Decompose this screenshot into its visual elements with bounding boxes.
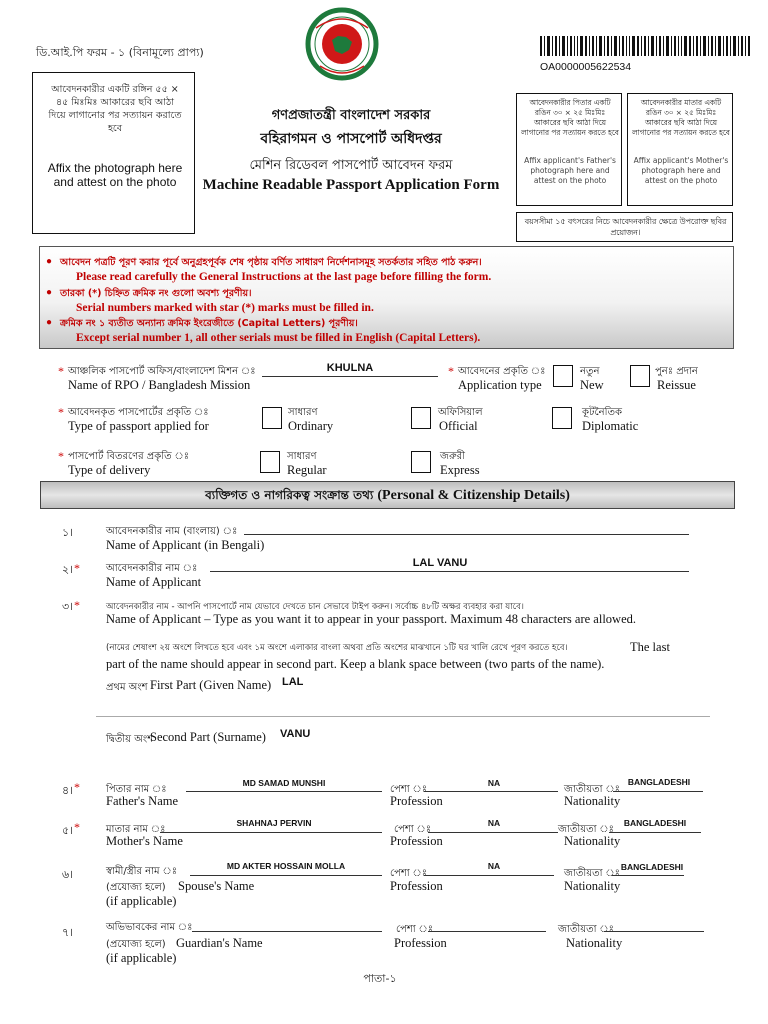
required-star: * xyxy=(74,820,80,834)
checkbox-ordinary[interactable] xyxy=(262,407,282,429)
diplomatic-label-bn: কূটনৈতিক xyxy=(582,407,622,418)
q7-nationality-line xyxy=(604,931,704,932)
diplomatic-label-en: Diplomatic xyxy=(582,419,639,433)
under15-note-box xyxy=(516,212,733,242)
q4-label-en: Father's Name xyxy=(106,794,179,808)
q2-label-en: Name of Applicant xyxy=(106,575,202,589)
q6-label-en-note: (if applicable) xyxy=(106,894,177,908)
father-photo-box[interactable] xyxy=(516,93,622,206)
mother-name-input[interactable]: SHAHNAJ PERVIN xyxy=(236,818,312,828)
express-label-en: Express xyxy=(440,463,480,477)
q7-profession-label-bn: পেশা ঃ xyxy=(396,924,434,935)
required-star: * xyxy=(58,364,64,378)
delivery-label-en: Type of delivery xyxy=(68,463,151,477)
required-star: * xyxy=(448,364,454,378)
rpo-input-line xyxy=(262,376,438,377)
q5-profession-label-en: Profession xyxy=(390,834,443,848)
q3-note-en2: part of the name should appear in second part. Keep a blank space between (two parts of the name). xyxy=(106,657,605,671)
required-star: * xyxy=(74,780,80,794)
q7-profession-label-en: Profession xyxy=(394,936,447,950)
q1-input-line xyxy=(244,534,689,535)
q4-nationality-line xyxy=(613,791,703,792)
checkbox-reissue[interactable] xyxy=(630,365,650,387)
applicant-photo-text-en: Affix the photograph here and attest on the photo xyxy=(47,161,183,189)
spouse-profession-input[interactable]: NA xyxy=(487,861,501,871)
instruction-3-en: Except serial number 1, all other serials must be filled in English (Capital Letters). xyxy=(76,332,481,344)
section-title-bn: ব্যক্তিগত ও নাগরিকত্ব সংক্রান্ত তথ্য xyxy=(205,488,374,502)
required-star: * xyxy=(74,598,80,612)
required-star: * xyxy=(74,561,80,575)
delivery-label-bn: পাসপোর্ট বিতরণের প্রকৃতি ঃ xyxy=(68,451,190,462)
section-title-en: (Personal & Citizenship Details) xyxy=(377,488,570,503)
q6-input-line xyxy=(190,875,382,876)
q2-label-bn: আবেদনকারীর নাম ঃ xyxy=(106,563,198,574)
q3-label-en: Name of Applicant – Type as you want it to appear in your passport. Maximum 48 characters are allowed. xyxy=(106,612,636,626)
q4-profession-label-en: Profession xyxy=(390,794,443,808)
q6-label-bn-note: (প্রযোজ্য হলে) xyxy=(106,882,166,893)
barcode-icon xyxy=(540,36,750,56)
q7-label-en: Guardian's Name xyxy=(176,936,263,950)
q7-number: ৭। xyxy=(62,926,74,939)
q7-label-bn-note: (প্রযোজ্য হলে) xyxy=(106,939,166,950)
q6-profession-label-bn: পেশা ঃ xyxy=(390,868,428,879)
barcode xyxy=(540,36,750,56)
first-part-input[interactable]: LAL xyxy=(282,676,304,688)
reissue-label-en: Reissue xyxy=(657,378,696,392)
q4-profession-line xyxy=(424,791,558,792)
instruction-2-en: Serial numbers marked with star (*) marks must be filled in. xyxy=(76,302,374,314)
q4-number: ৪। xyxy=(62,784,74,797)
q6-nationality-line xyxy=(612,875,684,876)
first-part-label-en: First Part (Given Name) xyxy=(150,678,272,692)
ordinary-label-en: Ordinary xyxy=(288,419,334,433)
q4-input-line xyxy=(186,791,382,792)
q3-note-en1: The last xyxy=(630,640,670,654)
mother-photo-text-en: Affix applicant's Mother's photograph here and attest on the photo xyxy=(633,156,729,185)
bullet-icon: ● xyxy=(46,287,53,298)
mother-photo-text-bn: আবেদনকারীর মাতার একটি রঙিন ৩০ × ২৫ মিঃমিঃ আকারের ছবি আঠা দিয়ে লাগানোর পর সত্যায়ন করতে হবে xyxy=(632,98,730,137)
father-photo-text-en: Affix applicant's Father's photograph here and attest on the photo xyxy=(524,156,616,185)
q5-nationality-label-en: Nationality xyxy=(564,834,621,848)
q5-nationality-line xyxy=(609,832,701,833)
checkbox-regular[interactable] xyxy=(260,451,280,473)
official-label-bn: অফিসিয়াল xyxy=(438,407,483,418)
checkbox-diplomatic[interactable] xyxy=(552,407,572,429)
q2-number: ২। xyxy=(62,563,74,576)
q7-nationality-label-bn: জাতীয়তা ঃ xyxy=(558,924,614,935)
q4-nationality-label-bn: জাতীয়তা ঃ xyxy=(564,784,620,795)
checkbox-express[interactable] xyxy=(411,451,431,473)
rpo-input[interactable]: KHULNA xyxy=(326,362,374,374)
application-type-label-en: Application type xyxy=(458,378,542,392)
father-nationality-input[interactable]: BANGLADESHI xyxy=(627,777,691,787)
department-name: বহিরাগমন ও পাসপোর্ট অধিদপ্তর xyxy=(260,131,442,147)
q5-input-line xyxy=(160,832,382,833)
q5-number: ৫। xyxy=(62,824,74,837)
regular-label-en: Regular xyxy=(287,463,327,477)
bullet-icon: ● xyxy=(46,317,53,328)
instruction-1-en: Please read carefully the General Instructions at the last page before filling the form. xyxy=(76,271,492,283)
required-star: * xyxy=(58,449,64,463)
q6-label-bn: স্বামী/স্ত্রীর নাম ঃ xyxy=(106,866,178,877)
q4-label-bn: পিতার নাম ঃ xyxy=(106,784,167,795)
q6-nationality-label-bn: জাতীয়তা ঃ xyxy=(564,868,620,879)
new-label-bn: নতুন xyxy=(580,366,600,377)
q7-nationality-label-en: Nationality xyxy=(566,936,623,950)
father-name-input[interactable]: MD SAMAD MUNSHI xyxy=(242,778,326,788)
spouse-nationality-input[interactable]: BANGLADESHI xyxy=(620,862,684,872)
applicant-photo-box[interactable] xyxy=(32,72,195,234)
father-profession-input[interactable]: NA xyxy=(487,778,501,788)
bullet-icon: ● xyxy=(46,256,53,267)
second-part-label-bn: দ্বিতীয় অংশ xyxy=(106,734,154,745)
bangladesh-seal-icon xyxy=(302,6,382,84)
applicant-photo-text-bn: আবেদনকারীর একটি রঙ্গিন ৫৫ × ৪৫ মিঃমিঃ আকারের ছবি আঠা দিয়ে লাগানোর পর সত্যায়ন করাতে হবে xyxy=(48,84,182,134)
q4-nationality-label-en: Nationality xyxy=(564,794,621,808)
second-part-label-en: Second Part (Surname) xyxy=(150,730,266,744)
express-label-bn: জরুরী xyxy=(440,451,465,462)
q5-profession-label-bn: পেশা ঃ xyxy=(394,824,432,835)
instructions-box xyxy=(39,246,734,349)
q3-label-bn: আবেদনকারীর নাম - আপনি পাসপোর্টে নাম যেভাবে দেখতে চান সেভাবে টাইপ করুন। সর্বোচ্চ ৪৮টি অক্ষর ব্যবহার করা যাবে। xyxy=(106,602,524,612)
instruction-3-bn: ক্রমিক নং ১ ব্যতীত অন্যান্য ক্রমিক ইংরেজীতে (Capital Letters) পূরণীয়। xyxy=(60,318,358,329)
q1-number: ১। xyxy=(62,526,74,539)
new-label-en: New xyxy=(580,378,604,392)
reissue-label-bn: পুনঃ প্রদান xyxy=(655,366,698,377)
official-label-en: Official xyxy=(439,419,478,433)
instruction-1-bn: আবেদন পত্রটি পূরণ করার পূর্বে অনুগ্রহপূর্বক শেষ পৃষ্ঠায় বর্ণিত সাধারণ নির্দেশনাসমূহ সতর্কতার সহিত পাঠ করুন। xyxy=(60,257,482,268)
checkbox-new[interactable] xyxy=(553,365,573,387)
passport-type-label-en: Type of passport applied for xyxy=(68,419,209,433)
q6-nationality-label-en: Nationality xyxy=(564,879,621,893)
required-star: * xyxy=(58,405,64,419)
father-photo-text-bn: আবেদনকারীর পিতার একটি রঙিন ৩০ × ২৫ মিঃমিঃ আকারের ছবি আঠা দিয়ে লাগানোর পর সত্যায়ন করতে হবে xyxy=(521,98,619,137)
q5-profession-line xyxy=(428,832,558,833)
q6-label-en: Spouse's Name xyxy=(178,879,255,893)
regular-label-bn: সাধারণ xyxy=(287,451,317,462)
q6-profession-label-en: Profession xyxy=(390,879,443,893)
under15-note: বয়সসীমা ১৫ বৎসরের নিচে আবেদনকারীর ক্ষেত্রে উপরোক্ত ছবির প্রয়োজন। xyxy=(524,217,727,237)
q2-input-line xyxy=(210,571,689,572)
q4-profession-label-bn: পেশা ঃ xyxy=(390,784,428,795)
rpo-label-bn: আঞ্চলিক পাসপোর্ট অফিস/বাংলাদেশ মিশন ঃ xyxy=(68,366,256,377)
government-seal xyxy=(302,6,382,84)
mother-nationality-input[interactable]: BANGLADESHI xyxy=(623,818,687,828)
first-part-label-bn: প্রথম অংশ xyxy=(106,682,148,693)
q6-profession-line xyxy=(424,875,554,876)
form-title-en: Machine Readable Passport Application Form xyxy=(202,177,500,193)
form-code: ডি.আই.পি ফরম - ১ (বিনামূল্যে প্রাপ্য) xyxy=(36,46,204,59)
page-number: পাতা-১ xyxy=(363,972,397,985)
instruction-1 xyxy=(46,256,492,283)
section-header xyxy=(40,481,735,509)
q5-label-en: Mother's Name xyxy=(106,834,183,848)
q7-label-en-note: (if applicable) xyxy=(106,951,177,965)
q1-label-en: Name of Applicant (in Bengali) xyxy=(106,538,265,552)
q3-note-bn: (নামের শেষাংশ ২য় অংশে লিখতে হবে এবং ১ম অংশে এলাকার বাংলা অথবা প্রতি অংশের মাঝখানে ১টি ঘর খালি রেখে পূরণ করতে হবে। xyxy=(106,643,568,653)
application-type-label-bn: আবেদনের প্রকৃতি ঃ xyxy=(458,366,546,377)
q1-label-bn: আবেদনকারীর নাম (বাংলায়) ঃ xyxy=(106,526,238,537)
instruction-2 xyxy=(46,287,374,314)
mother-profession-input[interactable]: NA xyxy=(487,818,501,828)
q7-input-line xyxy=(192,931,382,932)
form-title-bn: মেশিন রিডেবল পাসপোর্ট আবেদন ফরম xyxy=(249,158,453,173)
instruction-2-bn: তারকা (*) চিহ্নিত ক্রমিক নং গুলো অবশ্য পূরণীয়। xyxy=(60,288,252,299)
q2-input[interactable]: LAL VANU xyxy=(412,557,468,569)
q3-number: ৩। xyxy=(62,600,74,613)
q7-profession-line xyxy=(428,931,546,932)
second-part-input[interactable]: VANU xyxy=(280,728,311,740)
government-name: গণপ্রজাতন্ত্রী বাংলাদেশ সরকার xyxy=(271,108,431,123)
q5-nationality-label-bn: জাতীয়তা ঃ xyxy=(558,824,614,835)
checkbox-official[interactable] xyxy=(411,407,431,429)
ordinary-label-bn: সাধারণ xyxy=(288,407,318,418)
rpo-label-en: Name of RPO / Bangladesh Mission xyxy=(68,378,251,392)
q5-label-bn: মাতার নাম ঃ xyxy=(106,824,166,835)
barcode-number: OA0000005622534 xyxy=(540,61,632,73)
q6-number: ৬। xyxy=(62,868,74,881)
mother-photo-box[interactable] xyxy=(627,93,733,206)
spouse-name-input[interactable]: MD AKTER HOSSAIN MOLLA xyxy=(226,861,346,871)
passport-type-label-bn: আবেদনকৃত পাসপোর্টের প্রকৃতি ঃ xyxy=(68,407,209,418)
q3-divider xyxy=(96,716,710,717)
instruction-3 xyxy=(46,317,481,344)
q7-label-bn: অভিভাবকের নাম ঃ xyxy=(106,922,193,933)
